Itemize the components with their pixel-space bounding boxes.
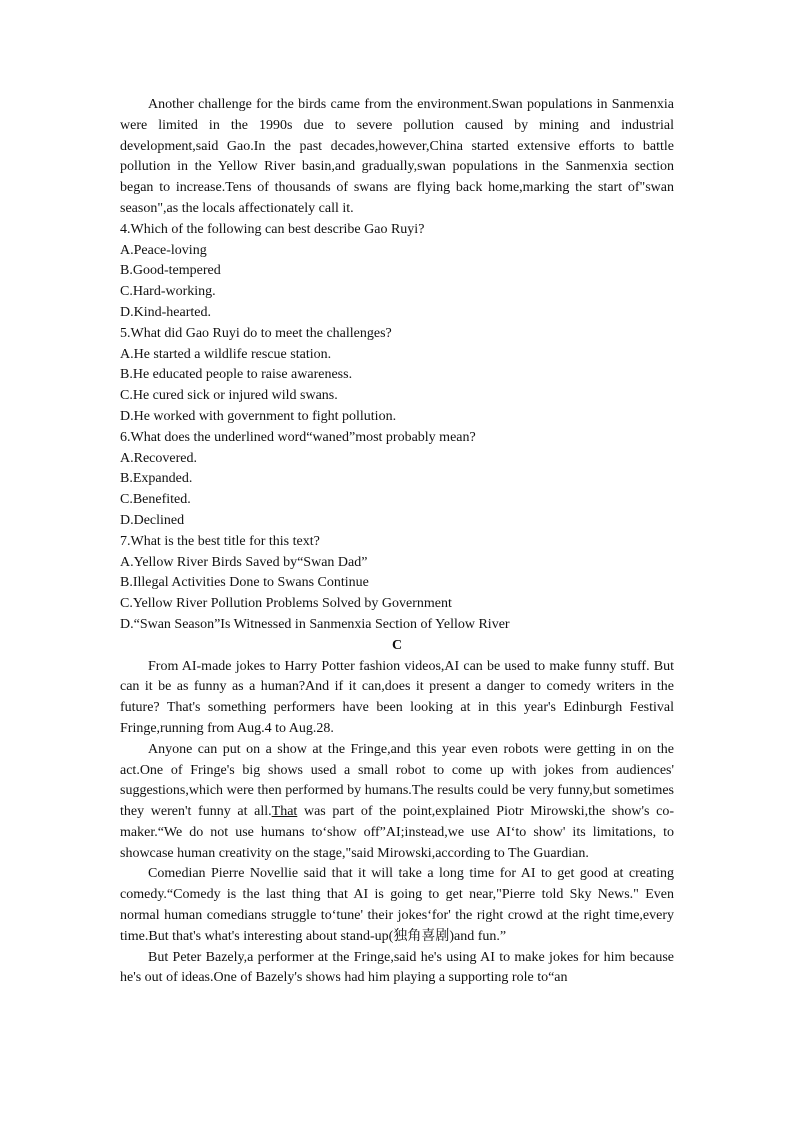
question-stem: 4.Which of the following can best describe Gao Ruyi? <box>120 221 425 237</box>
question-4 <box>120 220 674 324</box>
question-6 <box>120 428 674 532</box>
option-d: D.He worked with government to fight pollution. <box>120 408 397 424</box>
option-b: B.He educated people to raise awareness. <box>120 367 353 383</box>
option-c: C.He cured sick or injured wild swans. <box>120 388 338 404</box>
passage-c-paragraph-1: From AI-made jokes to Harry Potter fashion videos,AI can be used to make funny stuff. But can it be as funny as a human?And if it can,does it present a danger to comedy writers in the future? That's something performers have been looking at in this year's Edinburgh Festival Fringe,running from Aug.4 to Aug.28. <box>120 658 674 736</box>
option-a: A.He started a wildlife rescue station. <box>120 346 332 362</box>
option-b: B.Good-tempered <box>120 263 221 279</box>
question-stem: 5.What did Gao Ruyi do to meet the challenges? <box>120 325 392 341</box>
option-c: C.Yellow River Pollution Problems Solved by Government <box>120 596 452 612</box>
option-a: A.Yellow River Birds Saved by“Swan Dad” <box>120 554 368 570</box>
paragraph-text: Anyone can put on a show at the Fringe,and this year even robots were getting in on the act.One of Fringe's big shows used a small robot to come up with jokes from audiences' suggestions,which were then performed by humans.The results could be very funny,but sometimes they weren't funny at all. <box>120 741 674 820</box>
question-stem: 6.What does the underlined word“waned”most probably mean? <box>120 429 476 445</box>
option-a: A.Recovered. <box>120 450 197 466</box>
question-5 <box>120 324 674 428</box>
question-stem: 7.What is the best title for this text? <box>120 533 320 549</box>
passage-c-paragraph-3: Comedian Pierre Novellie said that it will take a long time for AI to get good at creating comedy.“Comedy is the last thing that AI is going to get near,"Pierre told Sky News." Even normal human comedians struggle to‘tune' their jokes‘for' the right crowd at the right time,every time.But that's what's interesting about stand-up(独角喜剧)and fun.” <box>120 866 674 944</box>
underlined-word: That <box>271 804 298 820</box>
option-a: A.Peace-loving <box>120 242 207 258</box>
option-b: B.Illegal Activities Done to Swans Continue <box>120 575 369 591</box>
passage-b-paragraph: Another challenge for the birds came from the environment.Swan populations in Sanmenxia were limited in the 1990s due to severe pollution caused by mining and industrial development,said Gao.In the past decades,however,China started extensive efforts to battle pollution in the Yellow River basin,and gradually,swan populations in the Sanmenxia section began to increase.Tens of thousands of swans are flying back home,marking the start of"swan season",as the locals affectionately call it. <box>120 97 674 216</box>
option-c: C.Hard-working. <box>120 284 216 300</box>
question-7 <box>120 532 674 636</box>
passage-c-paragraph-2 <box>120 740 674 865</box>
section-heading-c: C <box>391 637 403 653</box>
option-b: B.Expanded. <box>120 471 193 487</box>
option-d: D.Declined <box>120 512 185 528</box>
option-d: D.“Swan Season”Is Witnessed in Sanmenxia Section of Yellow River <box>120 616 510 632</box>
paragraph-text: was part of the point,explained Piotr Mirowski,the show's co-maker.“We do not use humans to‘show off”AI;instead,we use AI‘to show' its limitations, to showcase human creativity on the stage,"said Mirowski,according to The Guardian. <box>120 804 674 861</box>
option-c: C.Benefited. <box>120 492 191 508</box>
passage-c-paragraph-4: But Peter Bazely,a performer at the Fringe,said he's using AI to make jokes for him because he's out of ideas.One of Bazely's shows had him playing a supporting role to“an <box>120 949 674 986</box>
option-d: D.Kind-hearted. <box>120 304 211 320</box>
